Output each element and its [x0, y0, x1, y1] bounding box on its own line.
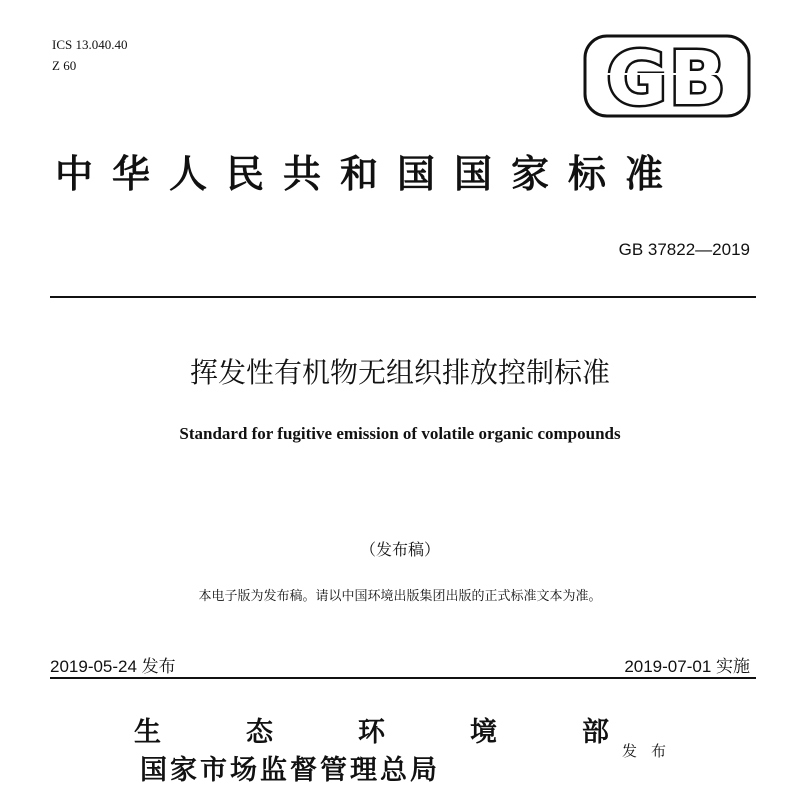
ccs-code: Z 60	[52, 58, 77, 73]
issuer-administration: 国家市场监督管理总局	[140, 755, 440, 786]
issue-date: 2019-05-24 发布	[50, 657, 176, 676]
edition-notice: 本电子版为发布稿。请以中国环境出版集团出版的正式标准文本为准。	[198, 589, 602, 604]
publish-label: 发布	[622, 742, 681, 760]
standard-number: GB 37822—2019	[618, 240, 750, 259]
standard-title-chinese: 挥发性有机物无组织排放控制标准	[189, 356, 610, 389]
top-divider	[50, 296, 756, 298]
issuer-ministry-char: 部	[582, 717, 609, 748]
effective-date: 2019-07-01 实施	[624, 657, 750, 676]
issuer-ministry-char: 环	[358, 717, 385, 748]
ics-code: ICS 13.040.40	[52, 37, 128, 52]
draft-label: （发布稿）	[359, 540, 440, 559]
standard-title-english: Standard for fugitive emission of volatile organic compounds	[179, 424, 621, 443]
country-standard-title: 中华人民共和国国家标准	[55, 151, 683, 196]
issuer-ministry-char: 生	[134, 717, 161, 748]
classification-codes	[52, 34, 127, 76]
gb-logo	[583, 34, 751, 118]
gb-logo-text: GB	[606, 36, 728, 118]
issuer-ministry-char: 境	[470, 717, 497, 748]
issuer-ministry	[134, 716, 609, 750]
issuer-ministry-char: 态	[246, 717, 273, 748]
bottom-divider	[50, 677, 756, 679]
